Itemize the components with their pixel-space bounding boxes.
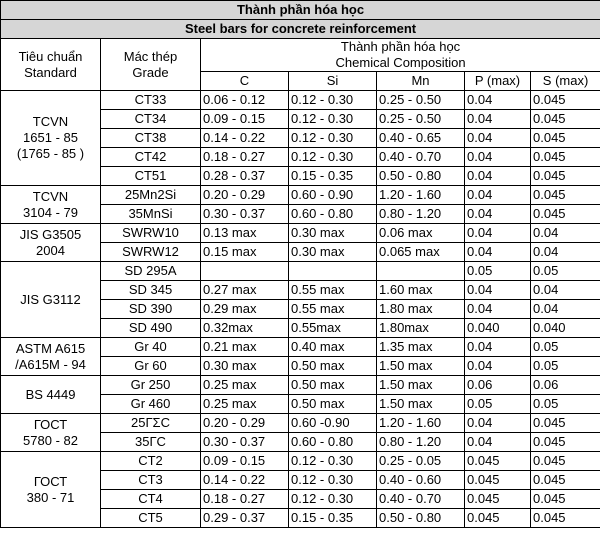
standard-cell bbox=[1, 91, 101, 186]
table-title: Thành phần hóa học bbox=[1, 1, 600, 20]
table-row bbox=[1, 186, 600, 205]
silicon-cell: 0.50 max bbox=[289, 395, 377, 414]
standard-cell bbox=[1, 186, 101, 224]
table-row bbox=[1, 376, 600, 395]
standard-line: /A615M - 94 bbox=[15, 356, 86, 372]
carbon-cell: 0.30 max bbox=[201, 357, 289, 376]
silicon-cell: 0.60 - 0.90 bbox=[289, 186, 377, 205]
grade-cell: 35ГC bbox=[101, 433, 201, 452]
grade-header-en: Grade bbox=[132, 64, 169, 80]
composition-header-vi: Thành phần hóa học bbox=[340, 39, 461, 54]
standard-line: ГОСТ bbox=[33, 416, 68, 432]
carbon-cell: 0.18 - 0.27 bbox=[201, 490, 289, 509]
phosphorus-cell: 0.04 bbox=[465, 167, 531, 186]
manganese-header: Mn bbox=[377, 72, 465, 91]
phosphorus-cell: 0.045 bbox=[465, 471, 531, 490]
manganese-cell: 1.80 max bbox=[377, 300, 465, 319]
grade-cell: SD 295A bbox=[101, 262, 201, 281]
grade-cell: Gr 60 bbox=[101, 357, 201, 376]
manganese-cell: 0.80 - 1.20 bbox=[377, 205, 465, 224]
silicon-cell: 0.15 - 0.35 bbox=[289, 167, 377, 186]
sulfur-cell: 0.045 bbox=[531, 433, 600, 452]
carbon-cell: 0.30 - 0.37 bbox=[201, 205, 289, 224]
table-row bbox=[1, 338, 600, 357]
phosphorus-cell: 0.04 bbox=[465, 205, 531, 224]
manganese-cell: 1.50 max bbox=[377, 357, 465, 376]
phosphorus-cell: 0.04 bbox=[465, 357, 531, 376]
phosphorus-cell: 0.06 bbox=[465, 376, 531, 395]
sulfur-cell: 0.06 bbox=[531, 376, 600, 395]
silicon-cell: 0.55 max bbox=[289, 300, 377, 319]
grade-cell: CT3 bbox=[101, 471, 201, 490]
sulfur-cell: 0.045 bbox=[531, 471, 600, 490]
manganese-cell: 0.25 - 0.50 bbox=[377, 91, 465, 110]
silicon-cell: 0.55 max bbox=[289, 281, 377, 300]
manganese-cell: 0.40 - 0.65 bbox=[377, 129, 465, 148]
silicon-cell: 0.55max bbox=[289, 319, 377, 338]
silicon-cell: 0.12 - 0.30 bbox=[289, 110, 377, 129]
grade-cell: CT2 bbox=[101, 452, 201, 471]
phosphorus-cell: 0.04 bbox=[465, 129, 531, 148]
phosphorus-cell: 0.04 bbox=[465, 91, 531, 110]
table-row bbox=[1, 414, 600, 433]
silicon-cell: 0.60 -0.90 bbox=[289, 414, 377, 433]
silicon-cell: 0.60 - 0.80 bbox=[289, 433, 377, 452]
carbon-cell: 0.18 - 0.27 bbox=[201, 148, 289, 167]
standard-line: JIS G3505 bbox=[19, 226, 82, 242]
standard-cell bbox=[1, 376, 101, 414]
manganese-cell: 0.40 - 0.70 bbox=[377, 490, 465, 509]
silicon-cell: 0.12 - 0.30 bbox=[289, 148, 377, 167]
standard-line: BS 4449 bbox=[25, 386, 76, 402]
phosphorus-cell: 0.04 bbox=[465, 110, 531, 129]
carbon-cell: 0.25 max bbox=[201, 395, 289, 414]
composition-header-en: Chemical Composition bbox=[335, 55, 466, 70]
sulfur-cell: 0.05 bbox=[531, 338, 600, 357]
sulfur-header: S (max) bbox=[531, 72, 600, 91]
manganese-cell: 1.50 max bbox=[377, 395, 465, 414]
carbon-cell: 0.06 - 0.12 bbox=[201, 91, 289, 110]
silicon-cell: 0.12 - 0.30 bbox=[289, 452, 377, 471]
carbon-cell: 0.09 - 0.15 bbox=[201, 452, 289, 471]
carbon-cell: 0.25 max bbox=[201, 376, 289, 395]
sulfur-cell: 0.045 bbox=[531, 205, 600, 224]
grade-header-vi: Mác thép bbox=[123, 48, 178, 64]
carbon-cell: 0.20 - 0.29 bbox=[201, 414, 289, 433]
manganese-cell: 1.20 - 1.60 bbox=[377, 186, 465, 205]
manganese-cell: 0.40 - 0.60 bbox=[377, 471, 465, 490]
standard-line: ASTM A615 bbox=[15, 340, 86, 356]
sulfur-cell: 0.04 bbox=[531, 243, 600, 262]
composition-header bbox=[201, 39, 600, 72]
carbon-header: C bbox=[201, 72, 289, 91]
grade-cell: Gr 40 bbox=[101, 338, 201, 357]
manganese-cell: 0.40 - 0.70 bbox=[377, 148, 465, 167]
silicon-cell: 0.12 - 0.30 bbox=[289, 490, 377, 509]
phosphorus-cell: 0.05 bbox=[465, 395, 531, 414]
standard-header bbox=[1, 39, 101, 91]
carbon-cell bbox=[201, 262, 289, 281]
silicon-cell: 0.50 max bbox=[289, 357, 377, 376]
silicon-cell: 0.15 - 0.35 bbox=[289, 509, 377, 528]
manganese-cell: 1.20 - 1.60 bbox=[377, 414, 465, 433]
sulfur-cell: 0.05 bbox=[531, 357, 600, 376]
carbon-cell: 0.32max bbox=[201, 319, 289, 338]
silicon-cell: 0.40 max bbox=[289, 338, 377, 357]
grade-cell: Gr 460 bbox=[101, 395, 201, 414]
standard-line: 380 - 71 bbox=[26, 489, 75, 505]
carbon-cell: 0.29 - 0.37 bbox=[201, 509, 289, 528]
standard-line: ГОСТ bbox=[33, 473, 68, 489]
manganese-cell: 0.065 max bbox=[377, 243, 465, 262]
phosphorus-cell: 0.04 bbox=[465, 338, 531, 357]
phosphorus-cell: 0.04 bbox=[465, 186, 531, 205]
sulfur-cell: 0.045 bbox=[531, 490, 600, 509]
manganese-cell: 1.80max bbox=[377, 319, 465, 338]
sulfur-cell: 0.045 bbox=[531, 414, 600, 433]
grade-cell: SD 345 bbox=[101, 281, 201, 300]
standard-line: JIS G3112 bbox=[20, 291, 81, 307]
phosphorus-cell: 0.04 bbox=[465, 300, 531, 319]
carbon-cell: 0.14 - 0.22 bbox=[201, 129, 289, 148]
grade-cell: CT51 bbox=[101, 167, 201, 186]
silicon-cell: 0.50 max bbox=[289, 376, 377, 395]
table-row bbox=[1, 452, 600, 471]
manganese-cell: 0.06 max bbox=[377, 224, 465, 243]
phosphorus-cell: 0.045 bbox=[465, 452, 531, 471]
phosphorus-cell: 0.045 bbox=[465, 509, 531, 528]
table-subtitle: Steel bars for concrete reinforcement bbox=[1, 20, 600, 39]
silicon-cell: 0.12 - 0.30 bbox=[289, 91, 377, 110]
phosphorus-cell: 0.04 bbox=[465, 243, 531, 262]
sulfur-cell: 0.04 bbox=[531, 281, 600, 300]
standard-line: 3104 - 79 bbox=[23, 204, 78, 220]
standard-header-vi: Tiêu chuẩn bbox=[18, 48, 83, 64]
standard-line: (1765 - 85 ) bbox=[16, 146, 85, 161]
manganese-cell: 0.50 - 0.80 bbox=[377, 509, 465, 528]
carbon-cell: 0.27 max bbox=[201, 281, 289, 300]
carbon-cell: 0.14 - 0.22 bbox=[201, 471, 289, 490]
silicon-cell bbox=[289, 262, 377, 281]
standard-line: 5780 - 82 bbox=[23, 432, 78, 448]
manganese-cell: 1.60 max bbox=[377, 281, 465, 300]
carbon-cell: 0.13 max bbox=[201, 224, 289, 243]
carbon-cell: 0.21 max bbox=[201, 338, 289, 357]
phosphorus-cell: 0.04 bbox=[465, 148, 531, 167]
grade-cell: CT34 bbox=[101, 110, 201, 129]
manganese-cell: 1.50 max bbox=[377, 376, 465, 395]
silicon-cell: 0.12 - 0.30 bbox=[289, 471, 377, 490]
carbon-cell: 0.15 max bbox=[201, 243, 289, 262]
standard-line: TCVN bbox=[32, 114, 69, 129]
sulfur-cell: 0.05 bbox=[531, 395, 600, 414]
sulfur-cell: 0.045 bbox=[531, 186, 600, 205]
carbon-cell: 0.20 - 0.29 bbox=[201, 186, 289, 205]
phosphorus-cell: 0.040 bbox=[465, 319, 531, 338]
standard-cell bbox=[1, 414, 101, 452]
manganese-cell bbox=[377, 262, 465, 281]
phosphorus-header: P (max) bbox=[465, 72, 531, 91]
phosphorus-cell: 0.05 bbox=[465, 262, 531, 281]
silicon-cell: 0.60 - 0.80 bbox=[289, 205, 377, 224]
phosphorus-cell: 0.04 bbox=[465, 433, 531, 452]
sulfur-cell: 0.045 bbox=[531, 167, 600, 186]
grade-cell: SD 490 bbox=[101, 319, 201, 338]
grade-cell: CT42 bbox=[101, 148, 201, 167]
phosphorus-cell: 0.04 bbox=[465, 224, 531, 243]
table-row bbox=[1, 224, 600, 243]
sulfur-cell: 0.045 bbox=[531, 91, 600, 110]
sulfur-cell: 0.045 bbox=[531, 452, 600, 471]
sulfur-cell: 0.04 bbox=[531, 300, 600, 319]
sulfur-cell: 0.045 bbox=[531, 129, 600, 148]
grade-cell: SD 390 bbox=[101, 300, 201, 319]
sulfur-cell: 0.045 bbox=[531, 148, 600, 167]
silicon-cell: 0.12 - 0.30 bbox=[289, 129, 377, 148]
standard-cell bbox=[1, 452, 101, 528]
standard-cell bbox=[1, 262, 101, 338]
carbon-cell: 0.28 - 0.37 bbox=[201, 167, 289, 186]
grade-cell: SWRW12 bbox=[101, 243, 201, 262]
sulfur-cell: 0.04 bbox=[531, 224, 600, 243]
standard-line: 2004 bbox=[36, 242, 65, 258]
table-row bbox=[1, 91, 600, 110]
carbon-cell: 0.29 max bbox=[201, 300, 289, 319]
sulfur-cell: 0.040 bbox=[531, 319, 600, 338]
table-body bbox=[1, 91, 600, 528]
grade-header bbox=[101, 39, 201, 91]
silicon-header: Si bbox=[289, 72, 377, 91]
manganese-cell: 0.50 - 0.80 bbox=[377, 167, 465, 186]
standard-line: 1651 - 85 bbox=[23, 130, 78, 145]
manganese-cell: 1.35 max bbox=[377, 338, 465, 357]
standard-line: TCVN bbox=[32, 188, 69, 204]
grade-cell: SWRW10 bbox=[101, 224, 201, 243]
sulfur-cell: 0.045 bbox=[531, 509, 600, 528]
grade-cell: 25Mn2Si bbox=[101, 186, 201, 205]
grade-cell: Gr 250 bbox=[101, 376, 201, 395]
phosphorus-cell: 0.045 bbox=[465, 490, 531, 509]
manganese-cell: 0.25 - 0.50 bbox=[377, 110, 465, 129]
grade-cell: CT4 bbox=[101, 490, 201, 509]
table-row bbox=[1, 262, 600, 281]
standard-cell bbox=[1, 224, 101, 262]
phosphorus-cell: 0.04 bbox=[465, 281, 531, 300]
manganese-cell: 0.25 - 0.05 bbox=[377, 452, 465, 471]
standard-header-en: Standard bbox=[24, 64, 77, 80]
carbon-cell: 0.09 - 0.15 bbox=[201, 110, 289, 129]
grade-cell: 35MnSi bbox=[101, 205, 201, 224]
carbon-cell: 0.30 - 0.37 bbox=[201, 433, 289, 452]
grade-cell: 25ГΣC bbox=[101, 414, 201, 433]
grade-cell: CT5 bbox=[101, 509, 201, 528]
phosphorus-cell: 0.04 bbox=[465, 414, 531, 433]
grade-cell: CT38 bbox=[101, 129, 201, 148]
silicon-cell: 0.30 max bbox=[289, 243, 377, 262]
grade-cell: CT33 bbox=[101, 91, 201, 110]
silicon-cell: 0.30 max bbox=[289, 224, 377, 243]
standard-cell bbox=[1, 338, 101, 376]
sulfur-cell: 0.05 bbox=[531, 262, 600, 281]
manganese-cell: 0.80 - 1.20 bbox=[377, 433, 465, 452]
sulfur-cell: 0.045 bbox=[531, 110, 600, 129]
